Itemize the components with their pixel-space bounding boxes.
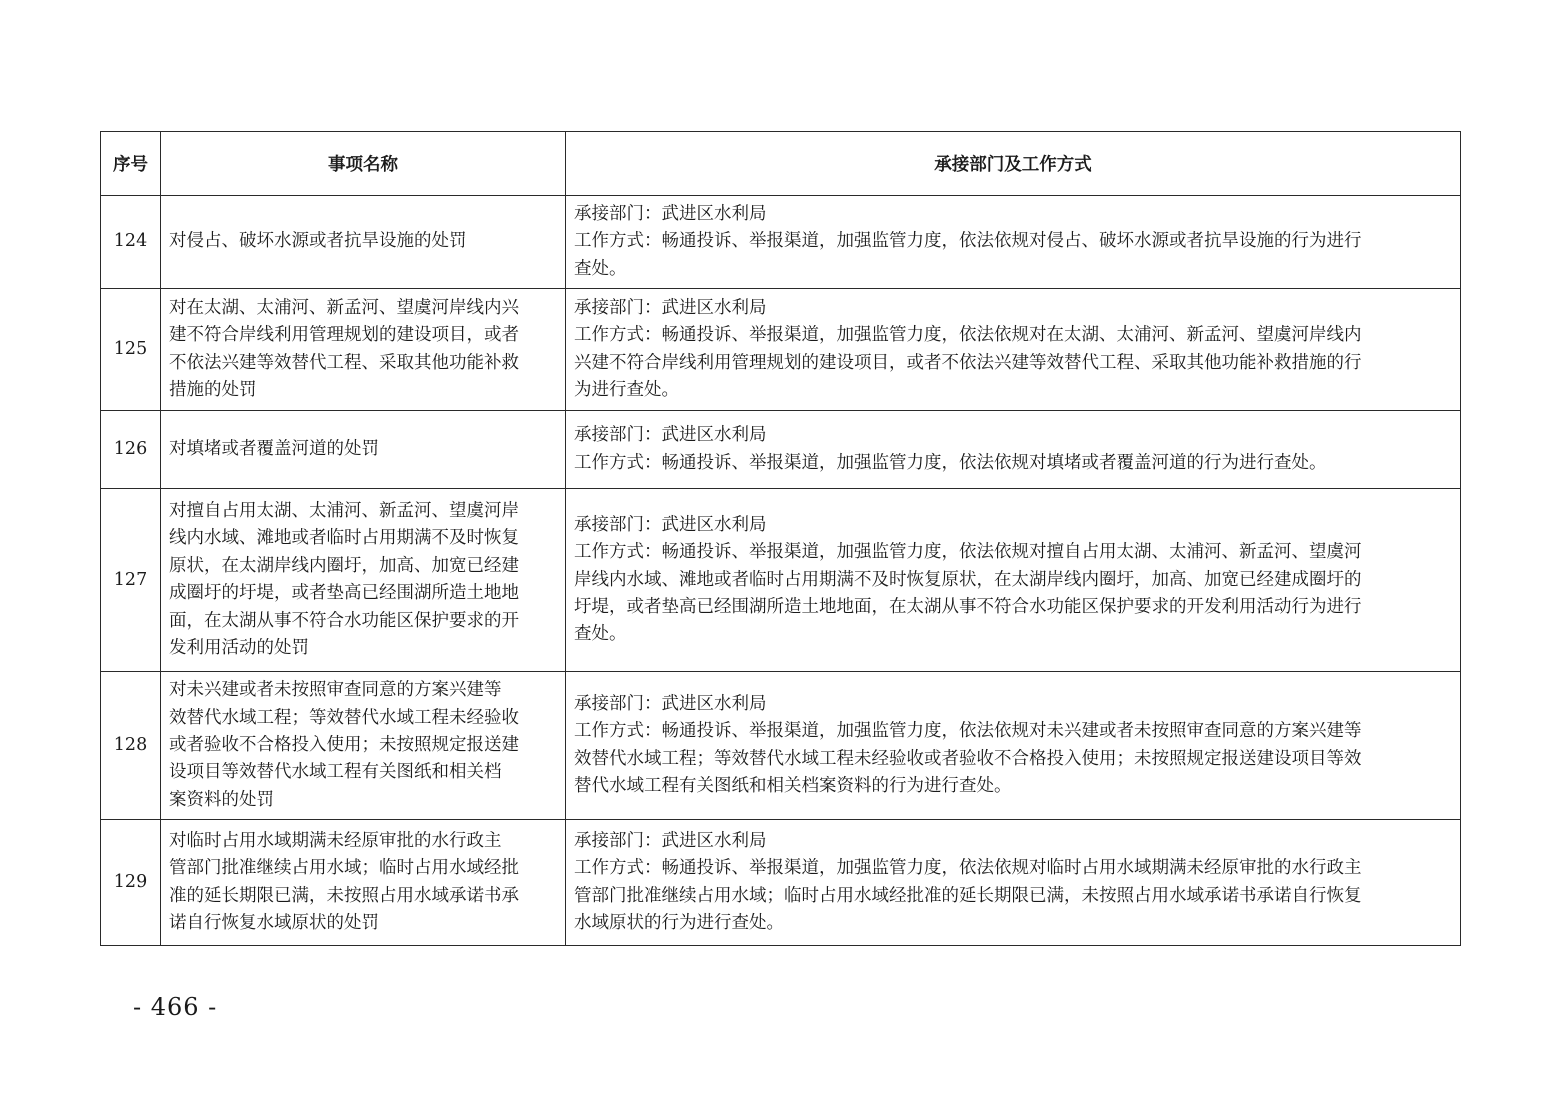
row-item-name	[161, 411, 566, 489]
item-name-text: 对在太湖、太浦河、新孟河、望虞河岸线内兴 建不符合岸线利用管理规划的建设项目，或者 不依法兴建等效替代工程、采取其他功能补救 措施的处罚	[169, 297, 519, 401]
row-index: 126	[101, 411, 161, 489]
item-name-text: 对填堵或者覆盖河道的处罚	[169, 439, 379, 460]
row-item-name	[161, 489, 566, 672]
row-index: 127	[101, 489, 161, 672]
items-table	[100, 131, 1461, 946]
row-dept-method	[566, 289, 1461, 411]
item-name-text: 对侵占、破坏水源或者抗旱设施的处罚	[169, 231, 467, 252]
row-index: 125	[101, 289, 161, 411]
dept-method-text: 承接部门：武进区水利局 工作方式：畅通投诉、举报渠道，加强监管力度，依法依规对在太湖、太浦河、新孟河、望虞河岸线内 兴建不符合岸线利用管理规划的建设项目，或者不依法兴建等效替代工程、采取其他功能补救措施的行 为进行查处。	[574, 297, 1362, 401]
row-dept-method	[566, 489, 1461, 672]
row-index: 128	[101, 672, 161, 820]
row-item-name	[161, 672, 566, 820]
row-dept-method	[566, 820, 1461, 946]
table-row	[101, 672, 1461, 820]
row-item-name	[161, 820, 566, 946]
item-name-text: 对未兴建或者未按照审查同意的方案兴建等 效替代水域工程；等效替代水域工程未经验收 或者验收不合格投入使用；未按照规定报送建 设项目等效替代水域工程有关图纸和相关档 案资料的处罚	[169, 680, 519, 810]
row-item-name	[161, 289, 566, 411]
row-dept-method	[566, 411, 1461, 489]
header-index: 序号	[101, 132, 161, 196]
dept-method-text: 承接部门：武进区水利局 工作方式：畅通投诉、举报渠道，加强监管力度，依法依规对未兴建或者未按照审查同意的方案兴建等 效替代水域工程；等效替代水域工程未经验收或者验收不合格投入使用；未按照规定报送建设项目等效 替代水域工程有关图纸和相关档案资料的行为进行查处。	[574, 693, 1362, 797]
dept-method-text: 承接部门：武进区水利局 工作方式：畅通投诉、举报渠道，加强监管力度，依法依规对填堵或者覆盖河道的行为进行查处。	[574, 425, 1327, 473]
table-row	[101, 196, 1461, 289]
row-index: 129	[101, 820, 161, 946]
table-header-row	[101, 132, 1461, 196]
row-item-name	[161, 196, 566, 289]
dept-method-text: 承接部门：武进区水利局 工作方式：畅通投诉、举报渠道，加强监管力度，依法依规对侵占、破坏水源或者抗旱设施的行为进行 查处。	[574, 204, 1362, 279]
table-row	[101, 820, 1461, 946]
item-name-text: 对擅自占用太湖、太浦河、新孟河、望虞河岸 线内水域、滩地或者临时占用期满不及时恢复 原状，在太湖岸线内圈圩，加高、加宽已经建 成圈圩的圩堤，或者垫高已经围湖所造土地地 面，在太湖从事不符合水功能区保护要求的开 发利用活动的处罚	[169, 501, 519, 659]
row-dept-method	[566, 672, 1461, 820]
dept-method-text: 承接部门：武进区水利局 工作方式：畅通投诉、举报渠道，加强监管力度，依法依规对临时占用水域期满未经原审批的水行政主 管部门批准继续占用水域；临时占用水域经批准的延长期限已满，未按照占用水域承诺书承诺自行恢复 水域原状的行为进行查处。	[574, 830, 1362, 934]
table-row	[101, 411, 1461, 489]
page-number: - 466 -	[133, 993, 218, 1021]
item-name-text: 对临时占用水域期满未经原审批的水行政主 管部门批准继续占用水域；临时占用水域经批 准的延长期限已满，未按照占用水域承诺书承 诺自行恢复水域原状的处罚	[169, 830, 519, 934]
row-index: 124	[101, 196, 161, 289]
table-row	[101, 489, 1461, 672]
dept-method-text: 承接部门：武进区水利局 工作方式：畅通投诉、举报渠道，加强监管力度，依法依规对擅自占用太湖、太浦河、新孟河、望虞河 岸线内水域、滩地或者临时占用期满不及时恢复原状，在太湖岸线内圈圩，加高、加宽已经建成圈圩的 圩堤，或者垫高已经围湖所造土地地面，在太湖从事不符合水功能区保护要求的开发利用活动行为进行 查处。	[574, 514, 1362, 645]
header-dept-method: 承接部门及工作方式	[566, 132, 1461, 196]
table-row	[101, 289, 1461, 411]
row-dept-method	[566, 196, 1461, 289]
header-item-name: 事项名称	[161, 132, 566, 196]
